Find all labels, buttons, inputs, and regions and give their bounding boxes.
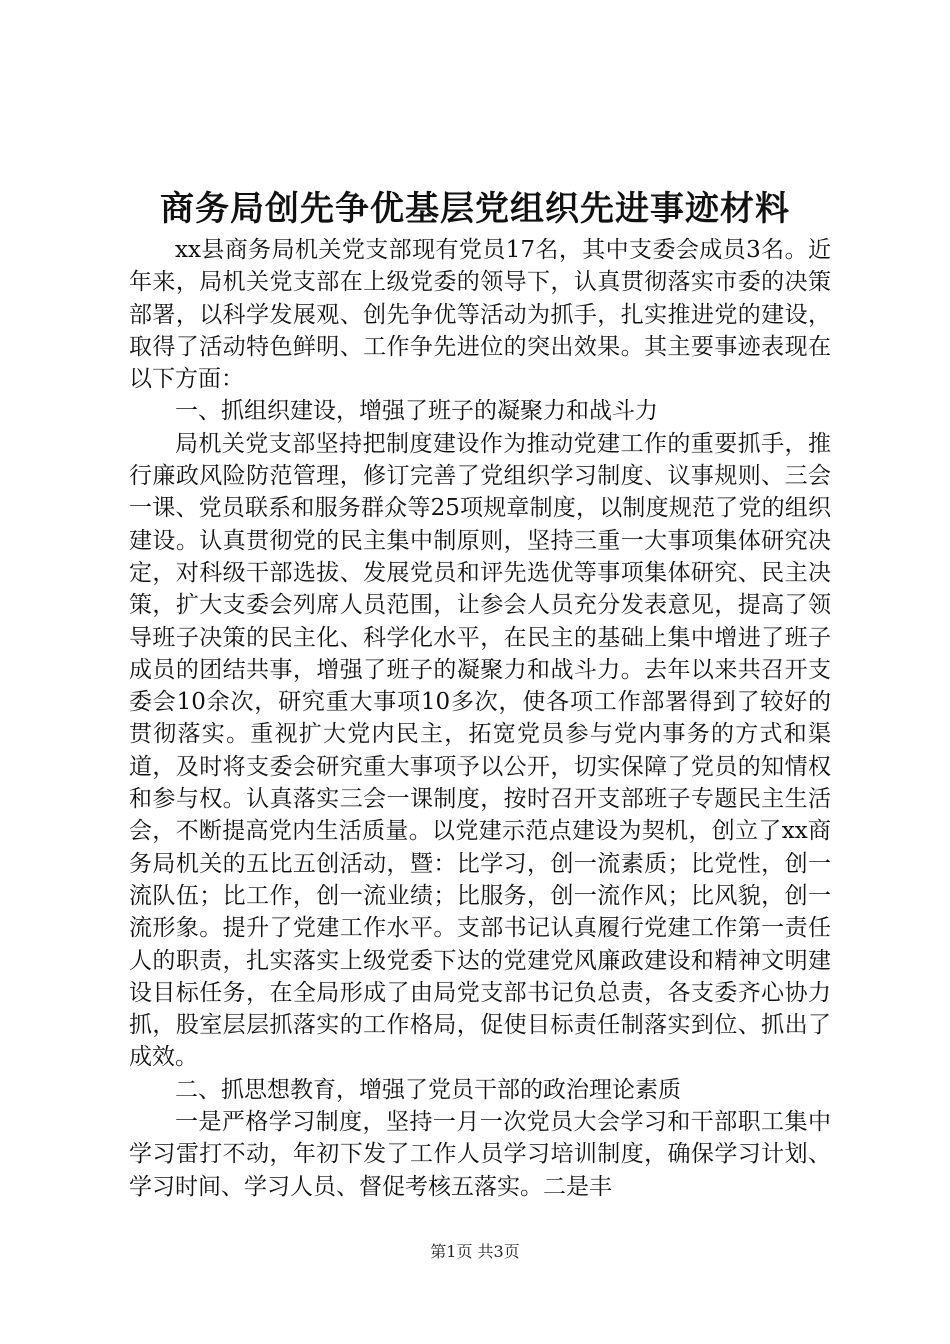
section-2-paragraph: 一是严格学习制度，坚持一月一次党员大会学习和干部职工集中学习雷打不动，年初下发了工作人员学习培训制度，确保学习计划、学习时间、学习人员、督促考核五落实。二是丰 [129,1109,831,1200]
intro-paragraph: xx县商务局机关党支部现有党员17名，其中支委会成员3名。近年来，局机关党支部在上级党委的领导下，认真贯彻落实市委的决策部署，以科学发展观、创先争优等活动为抓手，扎实推进党的建设，取得了活动特色鲜明、工作争先进位的突出效果。其主要事迹表现在以下方面： [129,237,831,393]
document-body [129,234,831,1203]
document-title: 商务局创先争优基层党组织先进事迹材料 [160,189,790,229]
section-heading-2: 二、抓思想教育，增强了党员干部的政治理论素质 [175,1076,681,1103]
section-1-paragraph: 局机关党支部坚持把制度建设作为推动党建工作的重要抓手，推行廉政风险防范管理，修订完善了党组织学习制度、议事规则、三会一课、党员联系和服务群众等25项规章制度，以制度规范了党的组织建设。认真贯彻党的民主集中制原则，坚持三重一大事项集体研究决定，对科级干部选拔、发展党员和评先选优等事项集体研究、民主决策，扩大支委会列席人员范围，让参会人员充分发表意见，提高了领导班子决策的民主化、科学化水平，在民主的基础上集中增进了班子成员的团结共事，增强了班子的凝聚力和战斗力。去年以来共召开支委会10余次，研究重大事项10多次，使各项工作部署得到了较好的贯彻落实。重视扩大党内民主，拓宽党员参与党内事务的方式和渠道，及时将支委会研究重大事项予以公开，切实保障了党员的知情权和参与权。认真落实三会一课制度，按时召开支部班子专题民主生活会，不断提高党内生活质量。以党建示范点建设为契机，创立了xx商务局机关的五比五创活动，暨：比学习，创一流素质；比党性，创一流队伍；比工作，创一流业绩；比服务，创一流作风；比风貌，创一流形象。提升了党建工作水平。支部书记认真履行党建工作第一责任人的职责，扎实落实上级党委下达的党建党风廉政建设和精神文明建设目标任务，在全局形成了由局党支部书记负总责，各支委齐心协力抓，股室层层抓落实的工作格局，促使目标责任制落实到位、抓出了成效。 [129,430,831,1071]
section-heading-1: 一、抓组织建设，增强了班子的凝聚力和战斗力 [175,398,658,425]
page-number-footer: 第1页 共3页 [430,1242,520,1261]
